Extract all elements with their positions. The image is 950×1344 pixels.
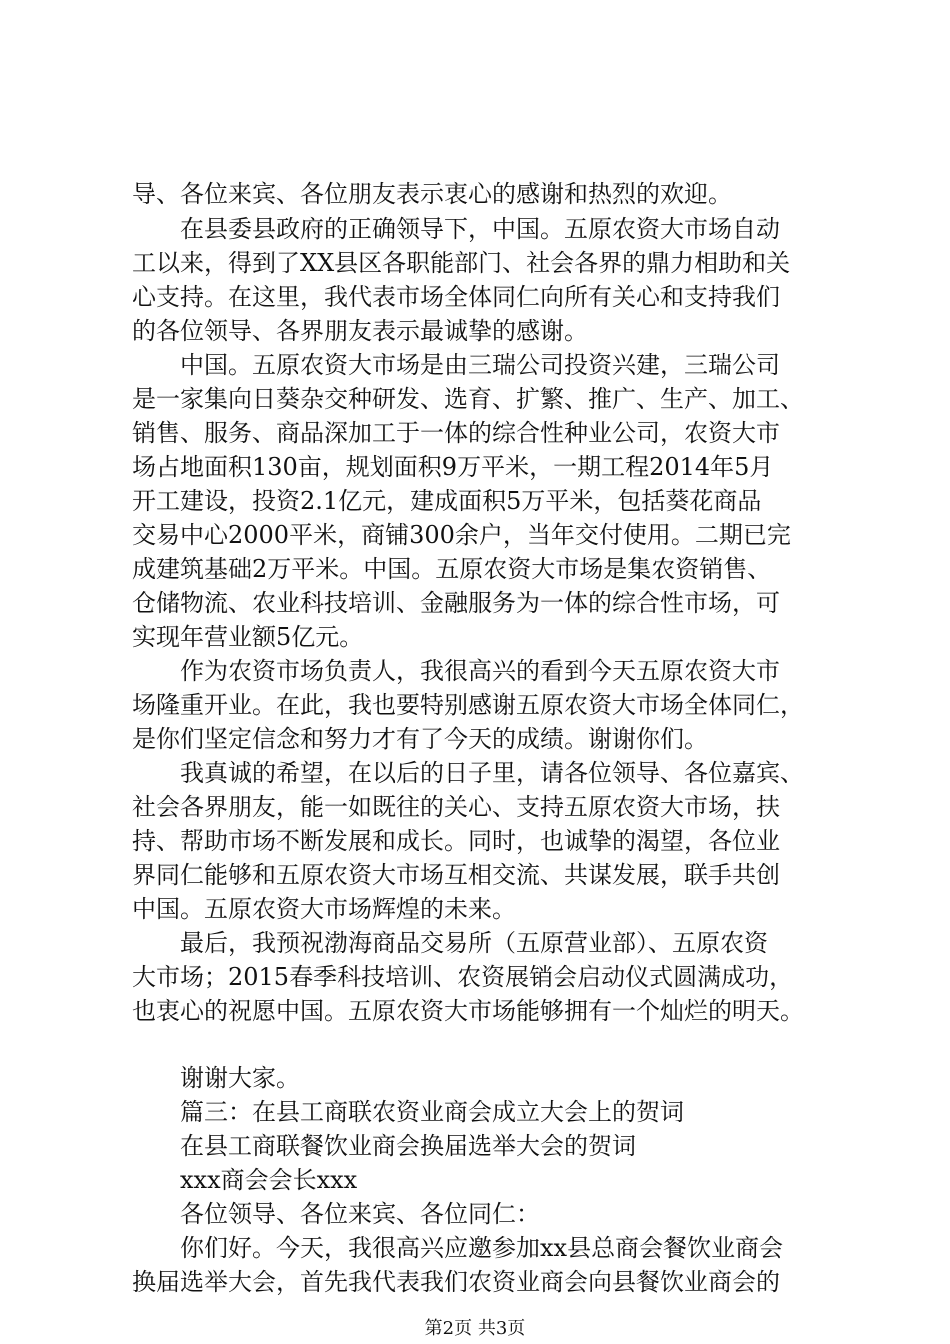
text-line: 是一家集向日葵杂交种研发、选育、扩繁、推广、生产、加工、 bbox=[132, 385, 804, 413]
text-line: 交易中心2000平米，商铺300余户，当年交付使用。二期已完 bbox=[132, 521, 791, 549]
text-line: 开工建设，投资2.1亿元，建成面积5万平米，包括葵花商品 bbox=[132, 487, 762, 515]
text-line: 作为农资市场负责人，我很高兴的看到今天五原农资大市 bbox=[180, 657, 780, 685]
text-line: 大市场；2015春季科技培训、农资展销会启动仪式圆满成功， bbox=[132, 963, 794, 991]
text-line: 你们好。今天，我很高兴应邀参加xx县总商会餐饮业商会 bbox=[180, 1234, 784, 1262]
text-line: 实现年营业额5亿元。 bbox=[132, 623, 364, 651]
text-line: 最后，我预祝渤海商品交易所（五原营业部）、五原农资 bbox=[180, 929, 768, 957]
author-line: xxx商会会长xxx bbox=[180, 1166, 358, 1194]
text-line: 销售、服务、商品深加工于一体的综合性种业公司，农资大市 bbox=[132, 419, 780, 447]
text-line: 社会各界朋友，能一如既往的关心、支持五原农资大市场，扶 bbox=[132, 793, 780, 821]
text-line: 界同仁能够和五原农资大市场互相交流、共谋发展，联手共创 bbox=[132, 861, 780, 889]
text-line: 导、各位来宾、各位朋友表示衷心的感谢和热烈的欢迎。 bbox=[132, 180, 732, 208]
text-line: 也衷心的祝愿中国。五原农资大市场能够拥有一个灿烂的明天。 bbox=[132, 997, 804, 1025]
text-line: 中国。五原农资大市场辉煌的未来。 bbox=[132, 895, 516, 923]
text-line: 我真诚的希望，在以后的日子里，请各位领导、各位嘉宾、 bbox=[180, 759, 804, 787]
text-line: 换届选举大会，首先我代表我们农资业商会向县餐饮业商会的 bbox=[132, 1268, 780, 1296]
text-line: 场隆重开业。在此，我也要特别感谢五原农资大市场全体同仁， bbox=[132, 691, 804, 719]
document-title: 在县工商联餐饮业商会换届选举大会的贺词 bbox=[180, 1132, 636, 1160]
text-line: 是你们坚定信念和努力才有了今天的成绩。谢谢你们。 bbox=[132, 725, 708, 753]
text-line: 场占地面积130亩，规划面积9万平米，一期工程2014年5月 bbox=[132, 453, 774, 481]
text-line: 的各位领导、各界朋友表示最诚挚的感谢。 bbox=[132, 317, 588, 345]
section-heading: 篇三：在县工商联农资业商会成立大会上的贺词 bbox=[180, 1098, 684, 1126]
salutation: 各位领导、各位来宾、各位同仁： bbox=[180, 1200, 540, 1228]
text-line: 工以来，得到了XX县区各职能部门、社会各界的鼎力相助和关 bbox=[132, 249, 791, 277]
text-line: 中国。五原农资大市场是由三瑞公司投资兴建，三瑞公司 bbox=[180, 351, 780, 379]
text-line: 心支持。在这里，我代表市场全体同仁向所有关心和支持我们 bbox=[132, 283, 780, 311]
text-line: 谢谢大家。 bbox=[180, 1064, 300, 1092]
text-line: 仓储物流、农业科技培训、金融服务为一体的综合性市场，可 bbox=[132, 589, 780, 617]
text-line: 在县委县政府的正确领导下，中国。五原农资大市场自动 bbox=[180, 215, 780, 243]
text-line: 成建筑基础2万平米。中国。五原农资大市场是集农资销售、 bbox=[132, 555, 772, 583]
text-line: 持、帮助市场不断发展和成长。同时，也诚挚的渴望，各位业 bbox=[132, 827, 780, 855]
page-number: 第2页 共3页 bbox=[424, 1318, 526, 1339]
